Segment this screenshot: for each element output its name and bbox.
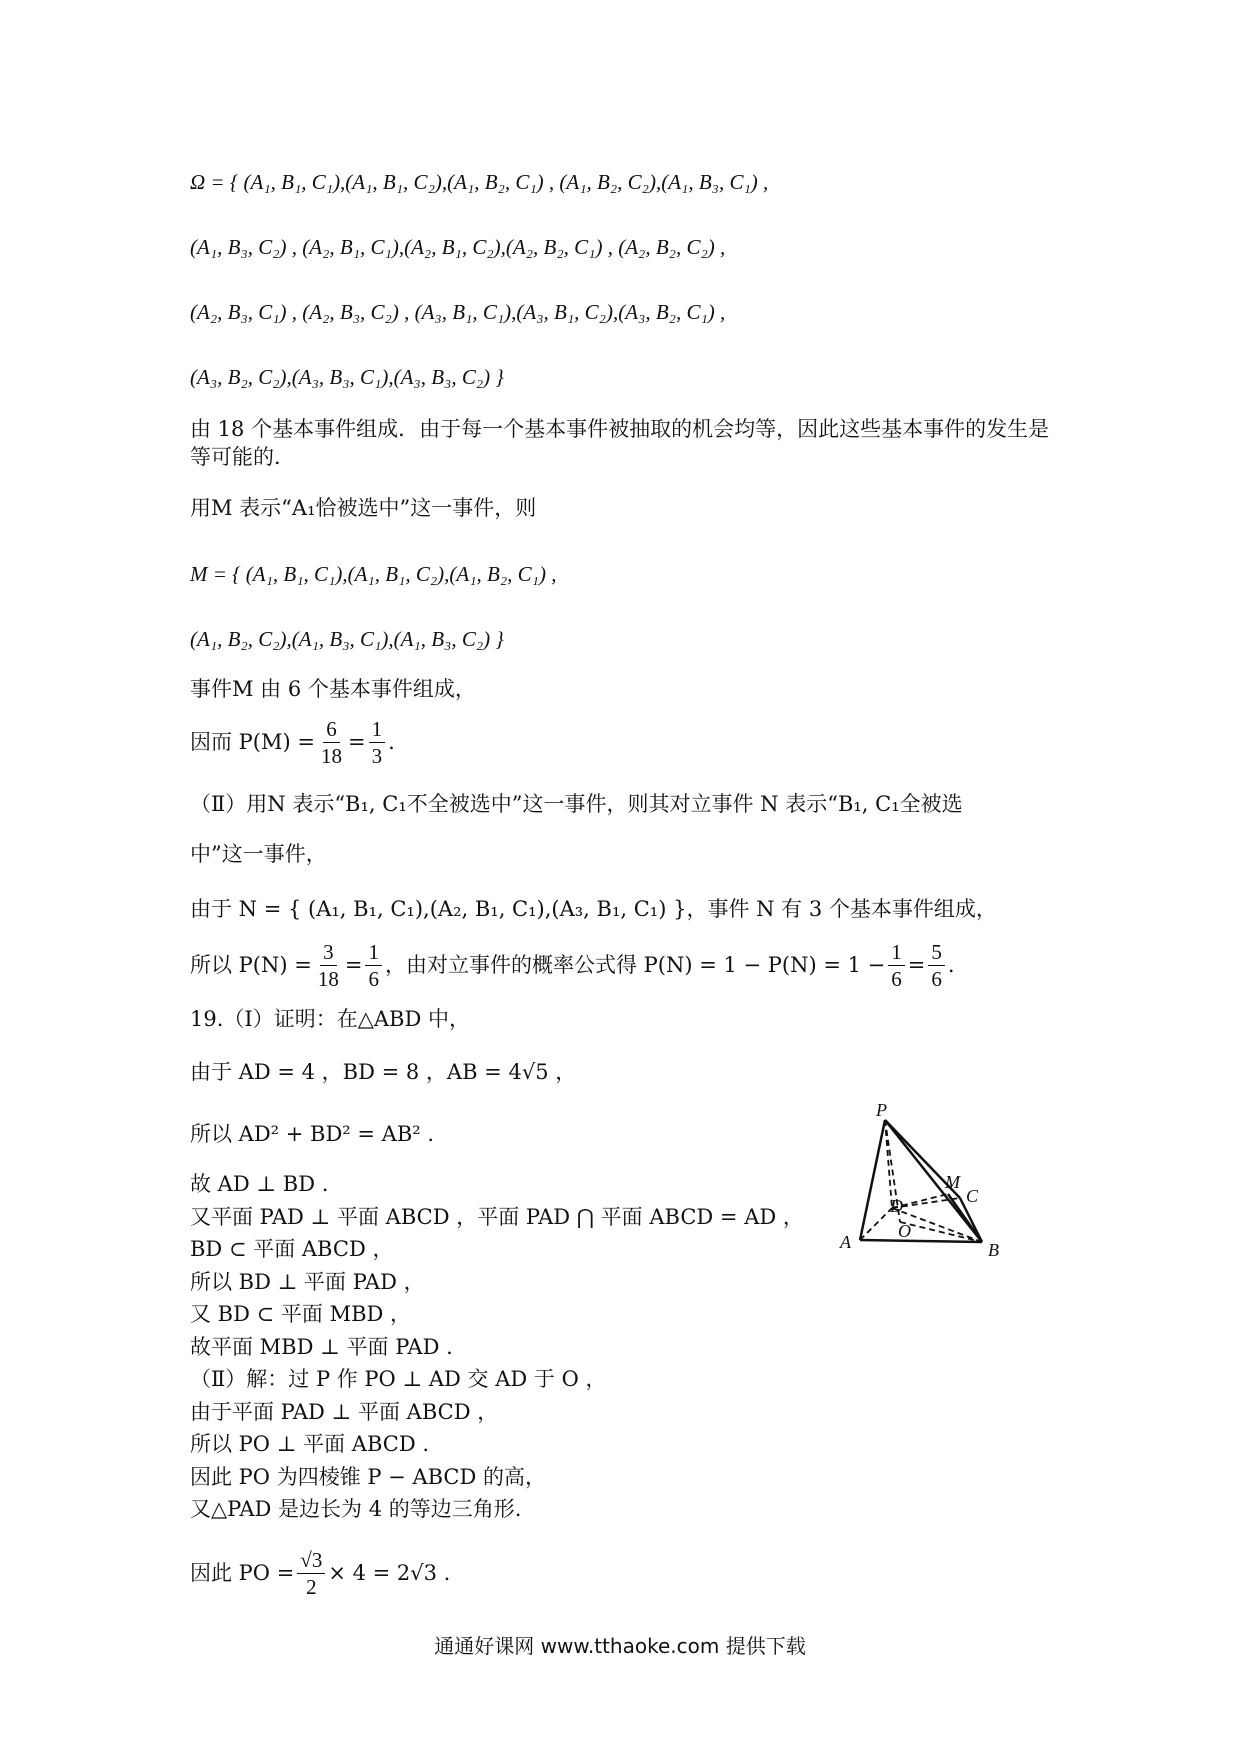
solid-edges bbox=[860, 1120, 982, 1242]
label-D: D bbox=[890, 1196, 903, 1216]
omega-line-2: (A₁, B₃, C₂) , (A₂, B₁, C₁),(A₂, B₁, C₂),(A₂, B₂, C₁) , (A₂, B₂, C₂) , bbox=[190, 235, 726, 259]
fraction-6-18: $\frac{6}{18}$ bbox=[320, 716, 342, 768]
fraction-1-6: $\frac{1}{6}$ bbox=[365, 939, 382, 992]
solution-line-po-perp: 所以 PO ⊥ 平面 ABCD . bbox=[190, 1432, 430, 1456]
label-P: P bbox=[876, 1100, 887, 1120]
proof-line-conclusion: 故平面 MBD ⊥ 平面 PAD . bbox=[190, 1335, 453, 1359]
fraction-sqrt3-2: $\frac{√3}{2}$ bbox=[297, 1547, 325, 1600]
probability-N-line: 所以 P(N) = $\frac{3}{18}$ = $\frac{1}{6}$ ，由对立事件的概率公式得 P(N) = 1 − P(N) = 1 − $\frac{1}{6}$ = $\frac{5}{6}$ . bbox=[190, 939, 955, 991]
label-A: A bbox=[840, 1232, 851, 1252]
proof-line-bd-in-mbd: 又 BD ⊂ 平面 MBD ， bbox=[190, 1302, 412, 1326]
paragraph-N-bar-set: 由于 N = { (A₁, B₁, C₁),(A₂, B₁, C₁),(A₃, B₁, C₁) }，事件 N 有 3 个基本事件组成， bbox=[190, 897, 997, 921]
solution-line-height: 因此 PO 为四棱锥 P − ABCD 的高， bbox=[190, 1465, 547, 1489]
pyramid-figure bbox=[820, 1100, 1030, 1270]
probability-M-line: 因而 P(M) = $\frac{6}{18}$ = $\frac{1}{3}$ . bbox=[190, 716, 395, 768]
problem-19-heading: 19.（Ⅰ）证明：在△ABD 中， bbox=[190, 1007, 470, 1031]
p4-prefix: 因而 P(M) = bbox=[190, 730, 315, 754]
solution-line-planes: 由于平面 PAD ⊥ 平面 ABCD ， bbox=[190, 1400, 499, 1424]
solution-line-po-value: 因此 PO = $\frac{√3}{2}$ × 4 = 2√3 . bbox=[190, 1547, 451, 1599]
omega-line-4: (A₃, B₂, C₂),(A₃, B₃, C₁),(A₃, B₃, C₂) } bbox=[190, 365, 504, 389]
paragraph-equally-likely: 由 18 个基本事件组成．由于每一个基本事件被抽取的机会均等，因此这些基本事件的发生是等可能的． bbox=[190, 417, 1050, 469]
proof-line-planes: 又平面 PAD ⊥ 平面 ABCD ，平面 PAD ⋂ 平面 ABCD = AD ， bbox=[190, 1205, 804, 1229]
edge-PA bbox=[860, 1120, 885, 1240]
footer-download-note: 通通好课网 www.tthaoke.com 提供下载 bbox=[434, 1634, 806, 1658]
label-M: M bbox=[945, 1172, 960, 1192]
proof-line-bd-in-abcd: BD ⊂ 平面 ABCD ， bbox=[190, 1237, 394, 1261]
omega-line-1: Ω = { (A₁, B₁, C₁),(A₁, B₁, C₂),(A₁, B₂, C₁) , (A₁, B₂, C₂),(A₁, B₃, C₁) , bbox=[190, 170, 769, 194]
fraction-1-6-b: $\frac{1}{6}$ bbox=[888, 939, 905, 992]
label-C: C bbox=[966, 1186, 979, 1206]
solution-line-equilateral: 又△PAD 是边长为 4 的等边三角形. bbox=[190, 1497, 522, 1521]
edge-AB bbox=[860, 1240, 982, 1242]
fraction-1-3: $\frac{1}{3}$ bbox=[369, 716, 386, 769]
proof-line-pythagoras: 所以 AD² + BD² = AB² . bbox=[190, 1122, 435, 1146]
omega-line-3: (A₂, B₃, C₁) , (A₂, B₃, C₂) , (A₃, B₁, C₁),(A₃, B₁, C₂),(A₃, B₂, C₁) , bbox=[190, 300, 726, 324]
proof-line-bd-perp-pad: 所以 BD ⊥ 平面 PAD ， bbox=[190, 1270, 425, 1294]
proof-line-ad-perp-bd: 故 AD ⊥ BD . bbox=[190, 1172, 329, 1196]
proof-line-lengths: 由于 AD = 4 ，BD = 8 ，AB = 4√5 ， bbox=[190, 1060, 577, 1084]
paragraph-define-N: （Ⅱ）用N 表示“B₁, C₁不全被选中”这一事件，则其对立事件 N 表示“B₁, C₁全被选 bbox=[190, 792, 963, 816]
label-O: O bbox=[898, 1221, 911, 1241]
fraction-3-18: $\frac{3}{18}$ bbox=[317, 939, 339, 991]
set-M-line-1: M = { (A₁, B₁, C₁),(A₁, B₁, C₂),(A₁, B₂, C₁) , bbox=[190, 562, 557, 586]
solution-line-po: （Ⅱ）解：过 P 作 PO ⊥ AD 交 AD 于 O ， bbox=[190, 1367, 607, 1391]
label-B: B bbox=[988, 1240, 999, 1260]
paragraph-define-M: 用M 表示“A₁恰被选中”这一事件，则 bbox=[190, 496, 537, 520]
set-M-line-2: (A₁, B₂, C₂),(A₁, B₃, C₁),(A₁, B₃, C₂) } bbox=[190, 627, 504, 651]
dashed-edges bbox=[860, 1120, 982, 1242]
paragraph-M-count: 事件M 由 6 个基本事件组成， bbox=[190, 677, 476, 701]
paragraph-define-N-cont: 中”这一事件， bbox=[190, 842, 327, 866]
fraction-5-6: $\frac{5}{6}$ bbox=[928, 939, 945, 992]
